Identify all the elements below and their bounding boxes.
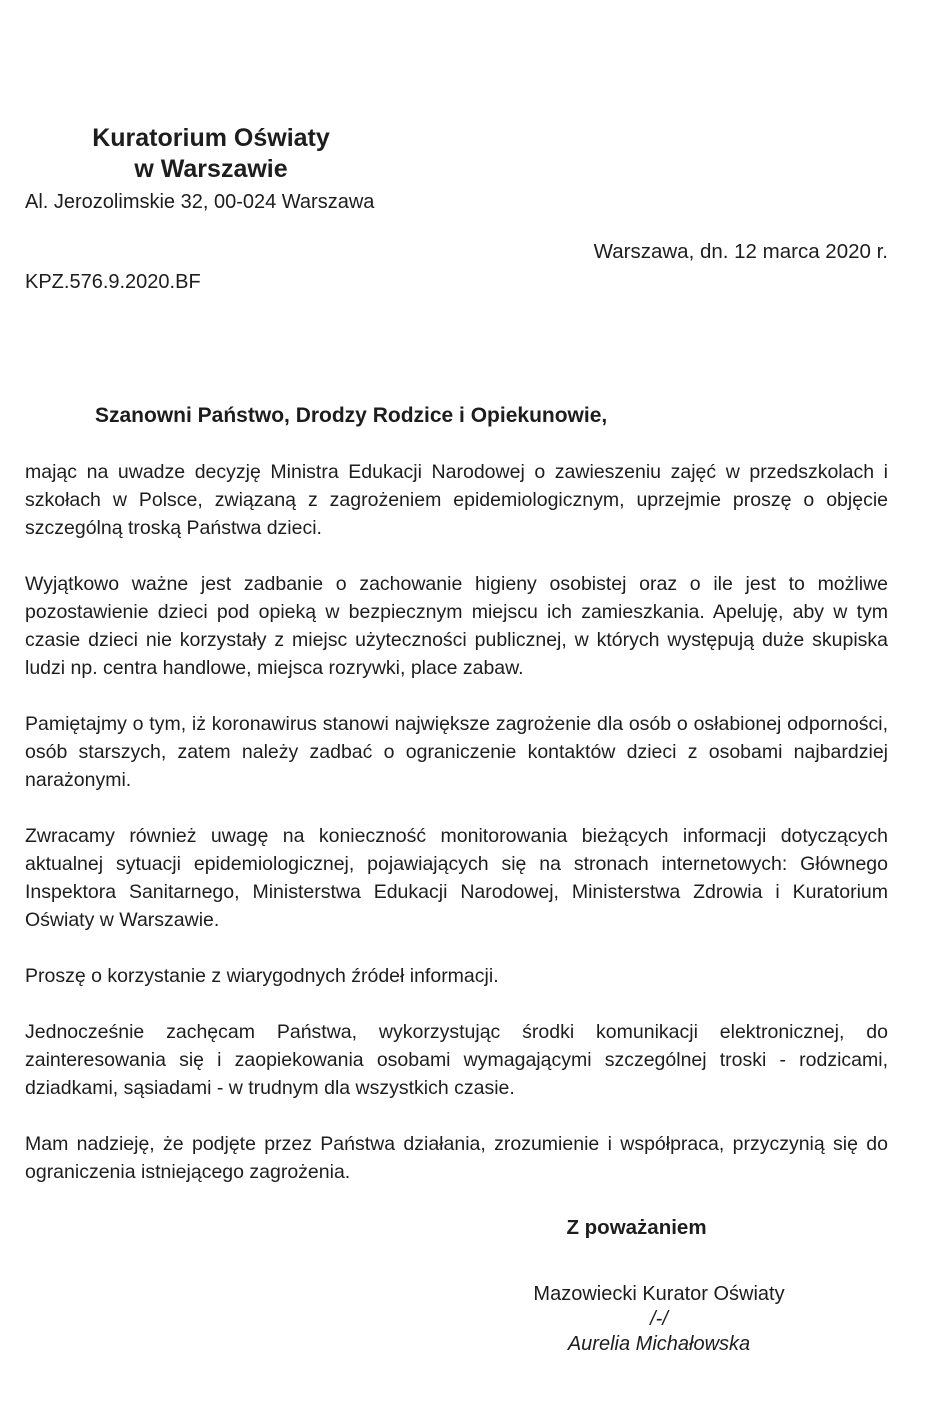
org-address: Al. Jerozolimskie 32, 00-024 Warszawa: [25, 191, 375, 213]
signer-title: Mazowiecki Kurator Oświaty: [533, 1283, 785, 1305]
org-name-line1: Kuratorium Oświaty: [92, 124, 330, 152]
closing-phrase: Z poważaniem: [566, 1216, 707, 1239]
signer-name: Aurelia Michałowska: [567, 1333, 751, 1355]
paragraph-6: Jednocześnie zachęcam Państwa, wykorzystując środki komunikacji elektronicznej, do zainteresowania się i zaopiekowania osobami wymagającymi szczególnej troski - rodzicami, dziadkami, sąsiadami - w trudnym dla wszystkich czasie.: [25, 1021, 888, 1099]
salutation: Szanowni Państwo, Drodzy Rodzice i Opiekunowie,: [95, 404, 608, 427]
paragraph-3: Pamiętajmy o tym, iż koronawirus stanowi największe zagrożenie dla osób o osłabionej odporności, osób starszych, zatem należy zadbać o ograniczenie kontaktów dzieci z osobami najbardziej narażonymi.: [25, 713, 888, 791]
paragraph-7: Mam nadzieję, że podjęte przez Państwa działania, zrozumienie i współpraca, przyczynią się do ograniczenia istniejącego zagrożenia.: [25, 1133, 888, 1183]
paragraph-5: Proszę o korzystanie z wiarygodnych źródeł informacji.: [25, 965, 499, 987]
paragraph-2: Wyjątkowo ważne jest zadbanie o zachowanie higieny osobistej oraz o ile jest to możliwe pozostawienie dzieci pod opieką w bezpiecznym miejscu ich zamieszkania. Apeluję, aby w tym czasie dzieci nie korzystały z miejsc użyteczności publicznej, w których występują duże skupiska ludzi np. centra handlowe, miejsca rozrywki, place zabaw.: [25, 573, 888, 679]
org-name-line2: w Warszawie: [134, 155, 288, 183]
paragraph-4: Zwracamy również uwagę na konieczność monitorowania bieżących informacji dotyczących aktualnej sytuacji epidemiologicznej, pojawiających się na stronach internetowych: Głównego Inspektora Sanitarnego, Ministerstwa Edukacji Narodowej, Ministerstwa Zdrowia i Kuratorium Oświaty w Warszawie.: [25, 825, 888, 931]
letterhead: [25, 123, 397, 214]
paragraph-1: mając na uwadze decyzję Ministra Edukacji Narodowej o zawieszeniu zajęć w przedszkolach i szkołach w Polsce, związaną z zagrożeniem epidemiologicznym, uprzejmie proszę o objęcie szczególną troską Państwa dzieci.: [25, 461, 888, 539]
date-line: Warszawa, dn. 12 marca 2020 r.: [593, 240, 888, 263]
reference-number: KPZ.576.9.2020.BF: [25, 271, 201, 293]
signature-block: [430, 1282, 888, 1357]
signature-mark: /-/: [650, 1308, 668, 1330]
